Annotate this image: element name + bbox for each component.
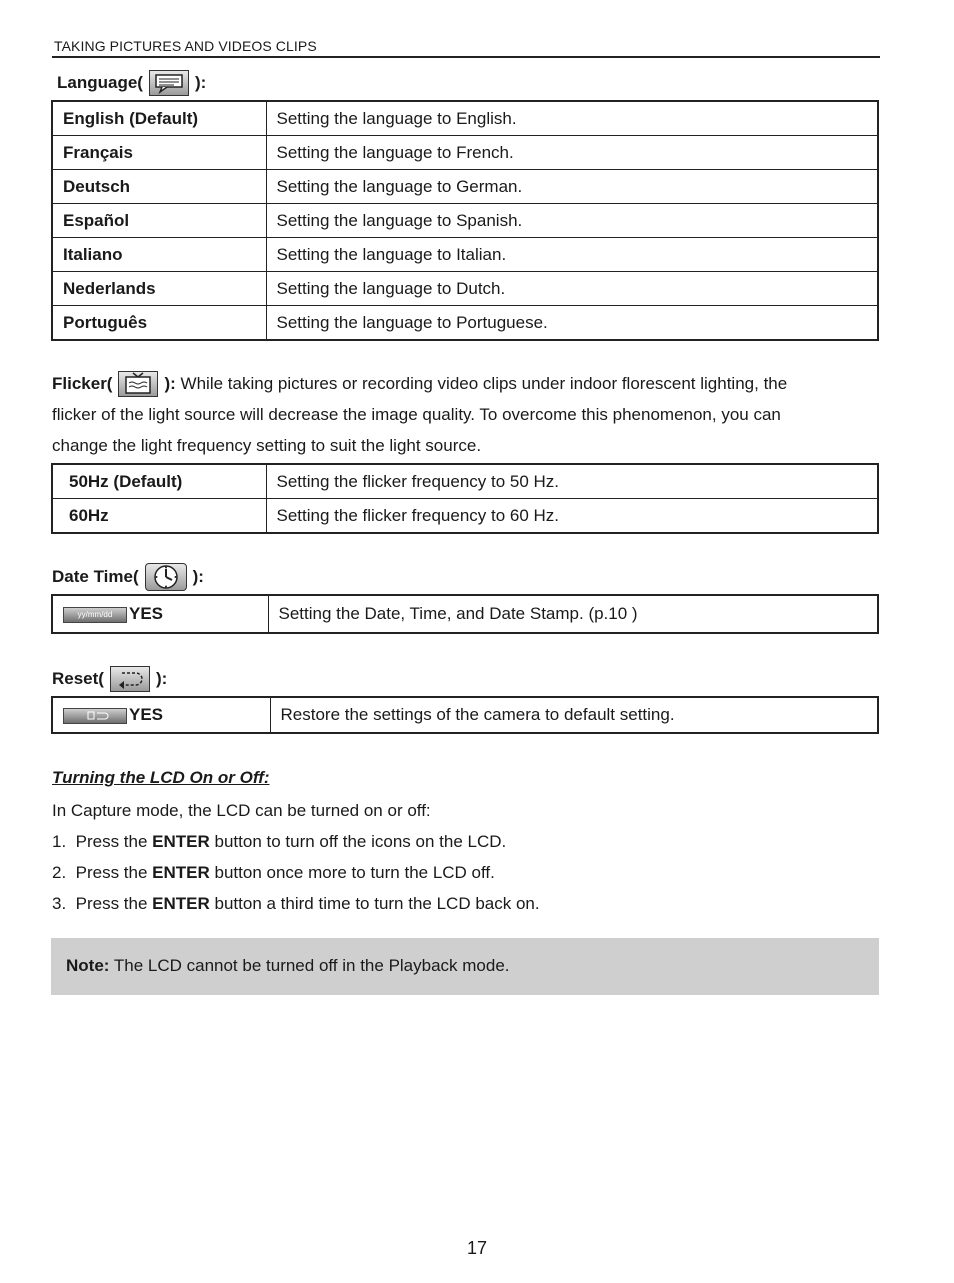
- date-format-chip: yy/mm/dd: [63, 607, 127, 623]
- reset-label: Reset(: [52, 669, 104, 688]
- page-number: 17: [466, 1238, 488, 1258]
- table-row: [52, 170, 878, 204]
- table-row: [52, 204, 878, 238]
- option-description: Setting the language to Spanish.: [266, 204, 878, 238]
- table-row: [52, 306, 878, 341]
- reset-option: [52, 697, 270, 733]
- option-description: Setting the language to Dutch.: [266, 272, 878, 306]
- flicker-paragraph: [52, 368, 852, 461]
- option-description: Setting the language to Portuguese.: [266, 306, 878, 341]
- datetime-table: [51, 594, 879, 634]
- lcd-step: [52, 894, 540, 914]
- reset-desc: Restore the settings of the camera to default setting.: [270, 697, 878, 733]
- reset-label-end: ):: [155, 669, 168, 688]
- reset-arrow-icon: [110, 666, 150, 692]
- lcd-step-post: button once more to turn the LCD off.: [209, 863, 495, 882]
- option-name: Italiano: [52, 238, 266, 272]
- language-heading: [57, 70, 206, 96]
- table-row: [52, 272, 878, 306]
- option-name: 50Hz (Default): [52, 464, 266, 499]
- option-name: Português: [52, 306, 266, 341]
- language-label: Language(: [57, 73, 143, 92]
- option-description: Setting the language to Italian.: [266, 238, 878, 272]
- reset-heading: [52, 666, 167, 692]
- option-description: Setting the flicker frequency to 60 Hz.: [266, 499, 878, 534]
- page-header: TAKING PICTURES AND VIDEOS CLIPS: [54, 38, 317, 54]
- lcd-section-title: Turning the LCD On or Off:: [52, 768, 270, 787]
- table-row: [52, 464, 878, 499]
- table-row: [52, 595, 878, 633]
- lcd-step-post: button to turn off the icons on the LCD.: [209, 832, 507, 851]
- lcd-intro: In Capture mode, the LCD can be turned on or off:: [52, 801, 431, 820]
- flicker-label: Flicker(: [52, 374, 113, 393]
- note-box: [51, 938, 879, 995]
- reset-key: YES: [129, 705, 164, 724]
- lcd-step-pre: 3. Press the: [52, 894, 153, 913]
- option-name: 60Hz: [52, 499, 266, 534]
- option-description: Setting the flicker frequency to 50 Hz.: [266, 464, 878, 499]
- table-row: [52, 136, 878, 170]
- datetime-label: Date Time(: [52, 567, 139, 586]
- lcd-step-bold: ENTER: [152, 894, 210, 913]
- datetime-key: YES: [129, 604, 164, 623]
- lcd-step: [52, 832, 506, 852]
- reset-chip-icon: [63, 708, 127, 724]
- option-name: Français: [52, 136, 266, 170]
- lcd-step-pre: 1. Press the: [52, 832, 153, 851]
- flicker-table: [51, 463, 879, 534]
- table-row: [52, 238, 878, 272]
- header-rule: [52, 56, 880, 58]
- flicker-text-3: change the light frequency setting to suit the light source.: [52, 436, 482, 455]
- flicker-text-1: While taking pictures or recording video clips under indoor florescent lighting, the: [180, 374, 788, 393]
- flicker-text-2: flicker of the light source will decrease the image quality. To overcome this phenomenon, you can: [52, 405, 781, 424]
- option-name: English (Default): [52, 101, 266, 136]
- option-description: Setting the language to French.: [266, 136, 878, 170]
- option-name: Nederlands: [52, 272, 266, 306]
- speech-bubble-icon: [149, 70, 189, 96]
- flicker-label-end: ):: [164, 374, 176, 393]
- lcd-step-bold: ENTER: [152, 832, 210, 851]
- lcd-step-bold: ENTER: [152, 863, 210, 882]
- option-name: Deutsch: [52, 170, 266, 204]
- table-row: [52, 499, 878, 534]
- table-row: [52, 697, 878, 733]
- language-table: [51, 100, 879, 341]
- option-description: Setting the language to German.: [266, 170, 878, 204]
- lcd-step-post: button a third time to turn the LCD back on.: [209, 894, 540, 913]
- datetime-heading: [52, 563, 204, 591]
- flicker-tv-icon: [118, 371, 158, 397]
- lcd-step-pre: 2. Press the: [52, 863, 153, 882]
- reset-table: [51, 696, 879, 734]
- note-body: The LCD cannot be turned off in the Playback mode.: [109, 956, 510, 975]
- option-description: Setting the language to English.: [266, 101, 878, 136]
- lcd-step: [52, 863, 495, 883]
- note-text: [66, 956, 510, 976]
- table-row: [52, 101, 878, 136]
- datetime-option: [52, 595, 268, 633]
- datetime-label-end: ):: [192, 567, 204, 586]
- language-label-end: ):: [194, 73, 207, 92]
- clock-icon: [145, 563, 187, 591]
- option-name: Español: [52, 204, 266, 238]
- datetime-desc: Setting the Date, Time, and Date Stamp. (p.10 ): [268, 595, 878, 633]
- note-label: Note:: [66, 956, 110, 975]
